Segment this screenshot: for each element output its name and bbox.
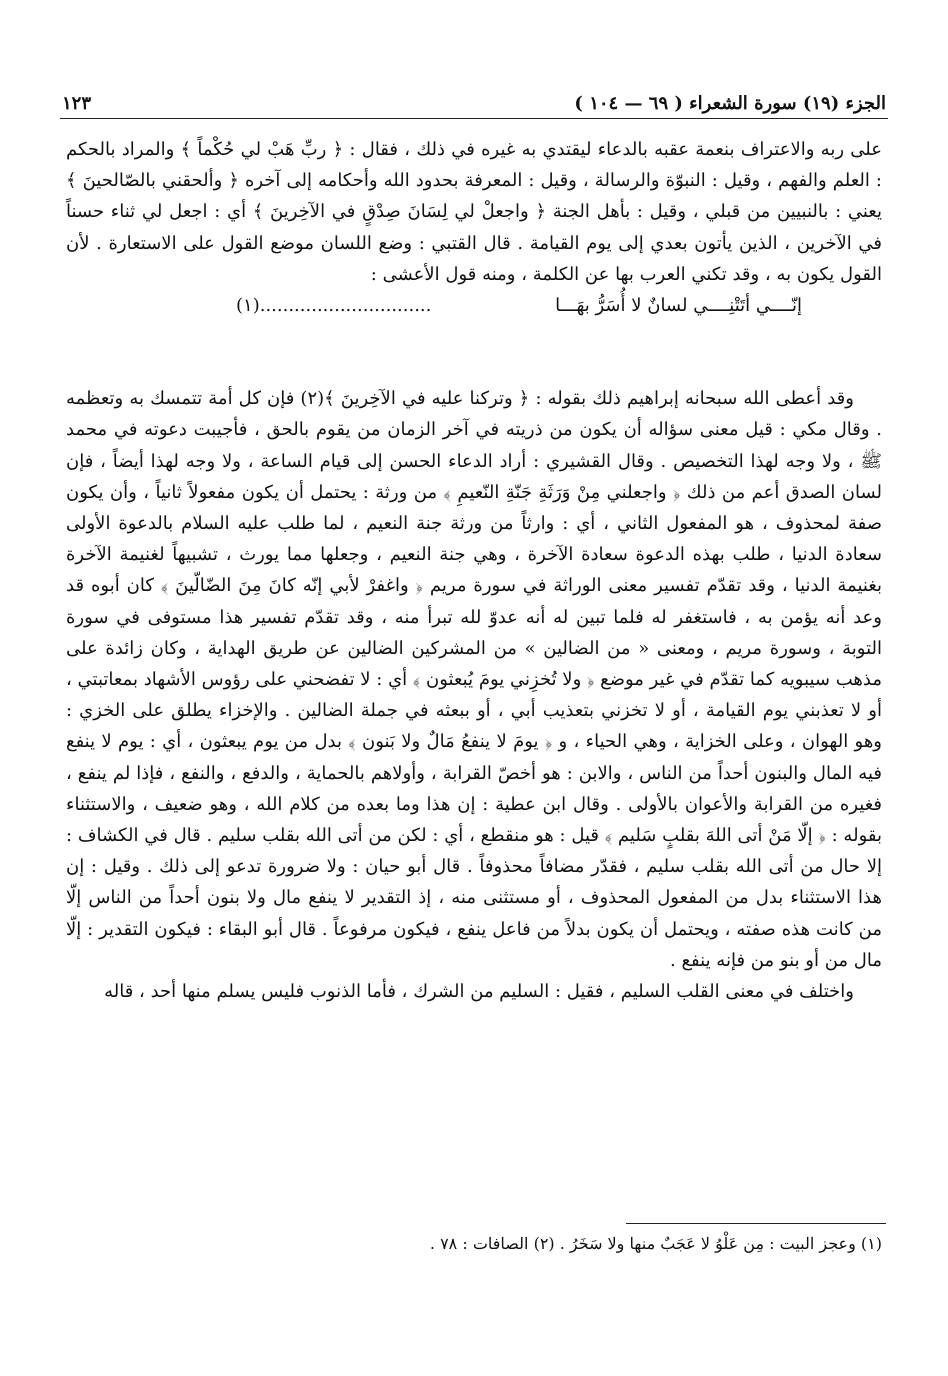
footnotes: (١) وعجز البيت : مِن عَلْوُ لا عَجَبٌ منها ولا سَخَرُ . (٢) الصافات : ٧٨ . xyxy=(429,1234,882,1253)
running-title: الجزء (١٩) سورة الشعراء ( ٦٩ — ١٠٤ ) xyxy=(574,93,886,114)
verse-first-hemistich: إنّــــي أتَتْنِــــي لسانٌ لا أُسَرُّ بهَـــا xyxy=(555,295,802,317)
page-header xyxy=(62,86,886,114)
verse-second-hemistich: ..............................(١) xyxy=(236,295,432,317)
footnote-rule xyxy=(626,1223,886,1224)
page-number: ١٢٣ xyxy=(62,93,92,114)
paragraph-2: وقد أعطى الله سبحانه إبراهيم ذلك بقوله : ﴿ وتركنا عليه في الآخِرينَ ﴾(٢) فإن كل أمة تتمسك به وتعظمه . وقال مكي : قيل معنى سؤاله أن يكون من ذريته في آخر الزمان من يقوم بالحق ، فأجيبت دعوته في محمد ﷺ ، ولا وجه لهذا التخصيص . وقال القشيري : أراد الدعاء الحسن إلى قيام الساعة ، ولا وجه لهذا أيضاً ، فإن لسان الصدق أعم من ذلك ﴿ واجعلني مِنْ وَرَثَةِ جَنّةِ النّعيمِ ﴾ من ورثة : يحتمل أن يكون مفعولاً ثانياً ، وأن يكون صفة لمحذوف ، هو المفعول الثاني ، أي : وارثاً من ورثة جنة النعيم ، لما طلب عليه السلام بالدعوة الأولى سعادة الدنيا ، طلب بهذه الدعوة سعادة الآخرة ، وهي جنة النعيم ، وجعلها مما يورث ، تشبيهاً لغنيمة الآخرة بغنيمة الدنيا ، وقد تقدّم تفسير معنى الوراثة في سورة مريم ﴿ واغفرْ لأبي إنّه كانَ مِنَ الضّالّينَ ﴾ كان أبوه قد وعد أنه يؤمن به ، فاستغفر له فلما تبين له أنه عدوّ لله تبرأ منه ، وقد تقدّم تفسير هذا مستوفى في سورة التوبة ، وسورة مريم ، ومعنى « من الضالين » من المشركين الضالين عن طريق الهداية ، وكان زائدة على مذهب سيبويه كما تقدّم في غير موضع ﴿ ولا تُخزِني يومَ يُبعثون ﴾ أي : لا تفضحني على رؤوس الأشهاد بمعاتبتي ، أو لا تعذبني يوم القيامة ، أو لا تخزني بتعذيب أبي ، أو ببعثه في جملة الضالين . والإخزاء يطلق على الخزي : وهو الهوان ، وعلى الخزاية ، وهي الحياء ، و ﴿ يومَ لا ينفعُ مَالٌ ولا بَنون ﴾ بدل من يوم يبعثون ، أي : يوم لا ينفع فيه المال والبنون أحداً من الناس ، والابن : هو أخصّ القرابة ، وأولاهم بالحماية ، والدفع ، والنفع ، فإذا لم ينفع ، فغيره من القرابة والأعوان بالأولى . وقال ابن عطية : إن هذا وما بعده من كلام الله ، وهو ضعيف ، والاستثناء بقوله : ﴿ إلّا مَنْ أتى اللهَ بقلبٍ سَليم ﴾ قيل : هو منقطع ، أي : لكن من أتى الله بقلب سليم . قال في الكشاف : إلا حال من أتى الله بقلب سليم ، فقدّر مضافاً محذوفاً . قال أبو حيان : ولا ضرورة تدعو إلى ذلك . وقيل : إن هذا الاستثناء بدل من المفعول المحذوف ، أو مستثنى منه ، إذ التقدير لا ينفع مال ولا بنون أحداً من الناس إلّا من كانت هذه صفته ، ويحتمل أن يكون بدلاً من فاعل ينفع ، فيكون مرفوعاً . قال أبو البقاء : فيكون التقدير : إلّا مال من أو بنو من فإنه ينفع . xyxy=(66,388,882,971)
poetry-verse xyxy=(66,290,882,321)
header-rule xyxy=(60,118,888,119)
paragraph-3: واختلف في معنى القلب السليم ، فقيل : السليم من الشرك ، فأما الذنوب فليس يسلم منها أحد ، قاله xyxy=(104,981,854,1003)
body-text xyxy=(66,134,882,1007)
paragraph-1: على ربه والاعتراف بنعمة عقبه بالدعاء ليقتدي به غيره في ذلك ، فقال : ﴿ ربِّ هَبْ لي حُكْماً ﴾ والمراد بالحكم : العلم والفهم ، وقيل : النبوّة والرسالة ، وقيل : المعرفة بحدود الله وأحكامه إلى آخره ﴿ وألحقني بالصّالحينَ ﴾ يعني : بالنبيين من قبلي ، وقيل : بأهل الجنة ﴿ واجعلْ لي لِسَانَ صِدْقٍ في الآخِرينَ ﴾ أي : اجعل لي ثناء حسناً في الآخرين ، الذين يأتون بعدي إلى يوم القيامة . قال القتبي : وضع اللسان موضع القول على الاستعارة . لأن القول يكون به ، وقد تكني العرب بها عن الكلمة ، ومنه قول الأعشى : xyxy=(66,139,882,285)
